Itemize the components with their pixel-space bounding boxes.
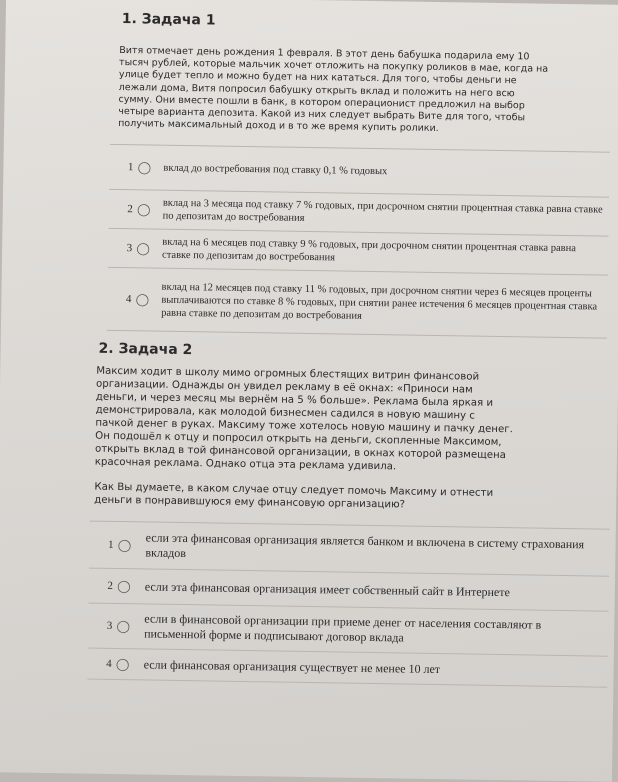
radio-button-icon[interactable]: ◯ (136, 202, 151, 217)
task1-title: 1. Задача 1 (121, 11, 216, 29)
task1-text: Витя отмечает день рождения 1 февраля. В этот день бабушка подарила ему 10 тысяч рублей, которые мальчик хочет отложить на покупку роликов в мае, когда на улице будет тепло и можно будет на них кататься. Для того, чтобы деньги не лежали дома, Витя попросил бабушку открыть вклад и положить на него всю сумму. Они вместе пошли в банк, в котором операционист предложил на выбор четыре варианта депозита. Какой из них следует выбрать Вите для того, чтобы получить максимальный доход и в то же время купить ролики. (118, 44, 549, 135)
radio-button-icon[interactable]: ◯ (136, 241, 151, 256)
radio-button-icon[interactable]: ◯ (137, 160, 152, 175)
radio-button-icon[interactable]: ◯ (117, 537, 132, 553)
option-text: если эта финансовая организация является банком и включена в систему страхования вкладов (145, 530, 585, 561)
option-text: вклад на 12 месяцев под ставку 11 % годовых, при досрочном снятии через 6 месяцев проценты выплачиваются по ставке 8 % годовых, при снятии ранее истечения 6 месяцев процентная ставка равна ставке по депозитам до востребования (161, 281, 598, 322)
task2-option-1[interactable] (89, 522, 610, 577)
option-text: вклад на 3 месяца под ставку 7 % годовых, при досрочном снятии процентная ставка равна ставке по депозитам до востребования (162, 198, 603, 225)
task2-title: 2. Задача 2 (98, 341, 193, 359)
option-number: 1 (107, 538, 114, 551)
task2-text: Максим ходит в школу мимо огромных блестящих витрин финансовой организации. Однажды он увидел рекламу в её окнах: «Приноси нам деньги, и через месяц мы вернём на 5 % больше». Реклама была яркая и демонстрировала, как молодой бизнесмен садился в новую машину с пачкой денег в руках. Максиму тоже хотелось новую машину и пачку денег. Он подошёл к отцу и попросил открыть на деньги, скопленные Максимом, открыть вклад в той финансовой организации, в окнах которой размещена красочная реклама. Однако отца эта реклама удивила. (94, 366, 513, 473)
task1-option-1[interactable] (109, 145, 610, 198)
option-number: 2 (107, 579, 113, 592)
task1-option-4[interactable] (107, 268, 608, 339)
option-number: 3 (126, 242, 133, 255)
option-text: вклад на 6 месяцев под ставку 9 % годовых, при досрочном снятии процентная ставка равна ставке по депозитам до востребования (161, 237, 576, 264)
task2-option-3[interactable] (88, 604, 609, 657)
task2-question: Как Вы думаете, в каком случае отцу следует помочь Максиму и отнести деньги в понравившуюся ему финансовую организацию? (94, 482, 494, 511)
option-text: если эта финансовая организация имеет собственный сайт в Интернете (144, 579, 511, 600)
radio-button-icon[interactable]: ◯ (135, 292, 150, 307)
option-number: 4 (106, 657, 112, 670)
task1-options (107, 144, 610, 339)
option-text: если финансовая организация существует не менее 10 лет (143, 657, 441, 677)
radio-button-icon[interactable]: ◯ (117, 578, 131, 594)
option-number: 4 (125, 293, 132, 306)
option-text: вклад до востребования под ставку 0,1 % годовых (163, 162, 388, 178)
option-number: 3 (106, 619, 113, 632)
option-number: 1 (127, 161, 134, 174)
task2-options (87, 521, 609, 688)
radio-button-icon[interactable]: ◯ (116, 618, 131, 634)
radio-button-icon[interactable]: ◯ (115, 656, 130, 672)
option-text: если в финансовой организации при приеме денег от населения составляют в письменной форме и подписывают договор вклада (144, 611, 542, 645)
option-number: 2 (127, 203, 133, 216)
